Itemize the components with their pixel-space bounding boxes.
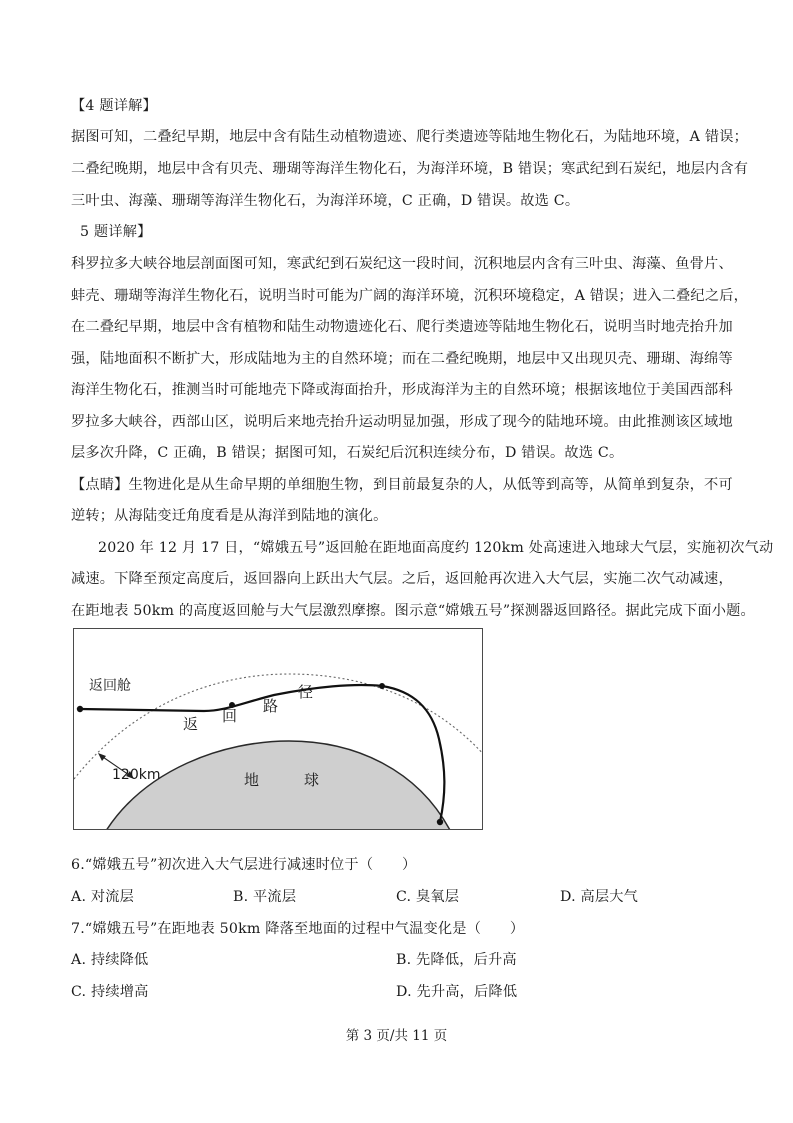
path-char-3: 路 [263,697,279,715]
path-char-1: 返 [183,715,199,733]
capsule-label: 返回舱 [89,678,131,694]
q7-option-a[interactable]: A. 持续降低 [71,952,149,968]
q4-line-3: 三叶虫、海藻、珊瑚等海洋生物化石，为海洋环境，C 正确，D 错误。故选 C。 [71,193,580,209]
q4-header: 【4 题详解】 [71,98,157,114]
height-label: 120km [112,767,161,783]
comment-line-2: 逆转；从海陆变迁角度看是从海洋到陆地的演化。 [71,508,388,524]
intro-line-2: 减速。下降至预定高度后，返回器向上跃出大气层。之后，返回舱再次进入大气层，实施二次气动减速， [71,571,733,587]
q5-line-6: 罗拉多大峡谷，西部山区，说明后来地壳抬升运动明显加强，形成了现今的陆地环境。由此推测该区域地 [71,414,733,430]
intro-line-3: 在距地表 50km 的高度返回舱与大气层激烈摩擦。图示意“嫦娥五号”探测器返回路径。据此完成下面小题。 [71,603,755,619]
q5-line-3: 在二叠纪早期，地层中含有植物和陆生动物遗迹化石、爬行类遗迹等陆地生物化石，说明当时地壳抬升加 [71,319,733,335]
return-path-figure [73,628,483,830]
q5-header: 5 题详解】 [80,224,152,240]
start-point [77,706,83,712]
path-char-4: 径 [298,683,314,701]
q5-line-7: 层多次升降，C 正确，B 错误；据图可知，石炭纪后沉积连续分布，D 错误。故选 C。 [71,445,624,461]
q4-line-2: 二叠纪晚期，地层中含有贝壳、珊瑚等海洋生物化石，为海洋环境，B 错误；寒武纪到石炭纪，地层内含有 [71,161,749,177]
q5-line-5: 海洋生物化石，推测当时可能地壳下降或海面抬升，形成海洋为主的自然环境；根据该地位于美国西部科 [71,382,733,398]
q7-option-c[interactable]: C. 持续增高 [71,984,149,1000]
intro-line-1: 2020 年 12 月 17 日，“嫦娥五号”返回舱在距地面高度约 120km 处高速进入地球大气层，实施初次气动 [98,540,774,556]
q5-line-2: 蚌壳、珊瑚等海洋生物化石，说明当时可能为广阔的海洋环境，沉积环境稳定，A 错误；进入二叠纪之后， [71,288,748,304]
q5-line-4: 强，陆地面积不断扩大，形成陆地为主的自然环境；而在二叠纪晚期，地层中又出现贝壳、珊瑚、海绵等 [71,351,733,367]
earth-char-1: 地 [244,771,260,789]
q6-option-b[interactable]: B. 平流层 [233,889,297,905]
page-footer: 第 3 页/共 11 页 [345,1028,448,1044]
path-char-2: 回 [222,707,238,725]
q5-line-1: 科罗拉多大峡谷地层剖面图可知，寒武纪到石炭纪这一段时间，沉积地层内含有三叶虫、海藻、鱼骨片、 [71,256,733,272]
return-path-diagram [74,629,483,830]
earth-char-2: 球 [304,771,320,789]
arrow-head-top [98,753,106,761]
q7-option-b[interactable]: B. 先降低，后升高 [396,952,517,968]
landing-point [437,819,443,825]
path-point-2 [379,683,385,689]
earth-shape [104,741,452,830]
q6-option-c[interactable]: C. 臭氧层 [396,889,460,905]
q6-option-a[interactable]: A. 对流层 [71,889,135,905]
q4-line-1: 据图可知，二叠纪早期，地层中含有陆生动植物遗迹、爬行类遗迹等陆地生物化石，为陆地环境，A 错误； [71,129,748,145]
q6-stem: 6.“嫦娥五号”初次进入大气层进行减速时位于（ ） [71,857,417,873]
comment-line-1: 【点睛】生物进化是从生命早期的单细胞生物，到目前最复杂的人，从低等到高等，从简单到复杂，不可 [71,477,733,493]
q7-stem: 7.“嫦娥五号”在距地表 50km 降落至地面的过程中气温变化是（ ） [71,921,525,937]
q6-option-d[interactable]: D. 高层大气 [560,889,639,905]
q7-option-d[interactable]: D. 先升高，后降低 [396,984,518,1000]
